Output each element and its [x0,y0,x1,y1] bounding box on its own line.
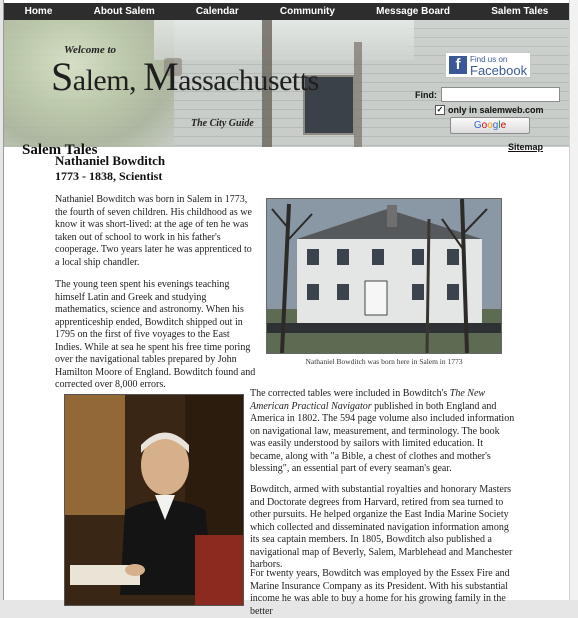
tagline: The City Guide [191,118,254,129]
header-banner [4,20,569,158]
site-title[interactable]: Salem, Massachusetts [51,54,319,99]
article-paragraph: Bowditch, armed with substantial royalties and honorary Masters and Doctorate degrees from Harvard, retired from sea turned to other pursuits. He helped organize the East India Marine Society which collected and disseminated navigation information among its sea captain members. In 1805, Bowditch also published a navigational map of Beverly, Salem, Marblehead and Manchester harbors. [250,484,513,570]
article-title: Nathaniel Bowditch [55,153,166,168]
section-title: Salem Tales [22,142,98,158]
scrollbar[interactable] [569,0,578,600]
article-paragraph: Nathaniel Bowditch was born in Salem in 1773, the fourth of seven children. His childhood as we know it was short-lived: at the age of ten he was taken out of school to work in his father's cooperage. Two years later he was apprenticed to a local ship chandler. [55,194,252,268]
facebook-text: Find us on Facebook [470,55,528,78]
book-title: The New American Practical Navigator [250,388,486,412]
article-content [4,148,569,617]
site-only-option[interactable] [435,105,544,115]
google-search-button[interactable]: Google [450,117,530,134]
birthplace-house-photo [266,198,502,354]
article-paragraph: For twenty years, Bowditch was employed by the Essex Fire and Marine Insurance Company as its President. With his substantial income he was able to buy a home for his growing family in the better [250,568,510,617]
article-paragraph: The young teen spent his evenings teaching himself Latin and Greek and studying mathematics, science and astronomy. When his apprenticeship ended, Bowditch shipped out in 1795 on the first of five voyages to the East Indies. While at sea he spent his free time poring over the navigational tables prepared by John Hamilton Moore of England. Bowditch found and corrected over 8,000 errors. [55,279,256,390]
header-signpost-2 [354,42,362,147]
site-only-label: only in salemweb.com [448,105,544,115]
facebook-icon: f [449,56,467,74]
search-input[interactable] [441,87,560,102]
nav-message-board[interactable]: Message Board [376,6,451,17]
site-only-checkbox[interactable]: ✓ [436,105,444,114]
article-subtitle: 1773 - 1838, Scientist [55,169,163,183]
nav-about-salem[interactable]: About Salem [93,6,155,17]
sitemap-link[interactable]: Sitemap [508,142,544,152]
find-label: Find: [415,90,437,100]
article-paragraph: The corrected tables were included in Bowditch's The New American Practical Navigator published in both England and America in 1802. The 594 page volume also included information on navigational law, measurement, and terminology. The book was easily understood by sailors with limited education. It became, along with "a Bible, a chest of clothes and mother's blessing", an essential part of every seaman's gear. [250,388,515,474]
nav-home[interactable]: Home [24,6,53,17]
photo-caption: Nathaniel Bowditch was born here in Salem in 1773 [305,357,463,366]
header-roof-image [154,20,414,60]
welcome-text: Welcome to [64,44,117,56]
nav-calendar[interactable]: Calendar [195,6,239,17]
house-illustration [267,199,501,353]
facebook-button[interactable] [445,52,531,78]
nav-salem-tales[interactable]: Salem Tales [491,6,549,17]
portrait-illustration [65,395,243,605]
top-nav [4,3,569,20]
page-frame [3,0,570,617]
bowditch-portrait [64,394,244,606]
nav-community[interactable]: Community [279,6,335,17]
